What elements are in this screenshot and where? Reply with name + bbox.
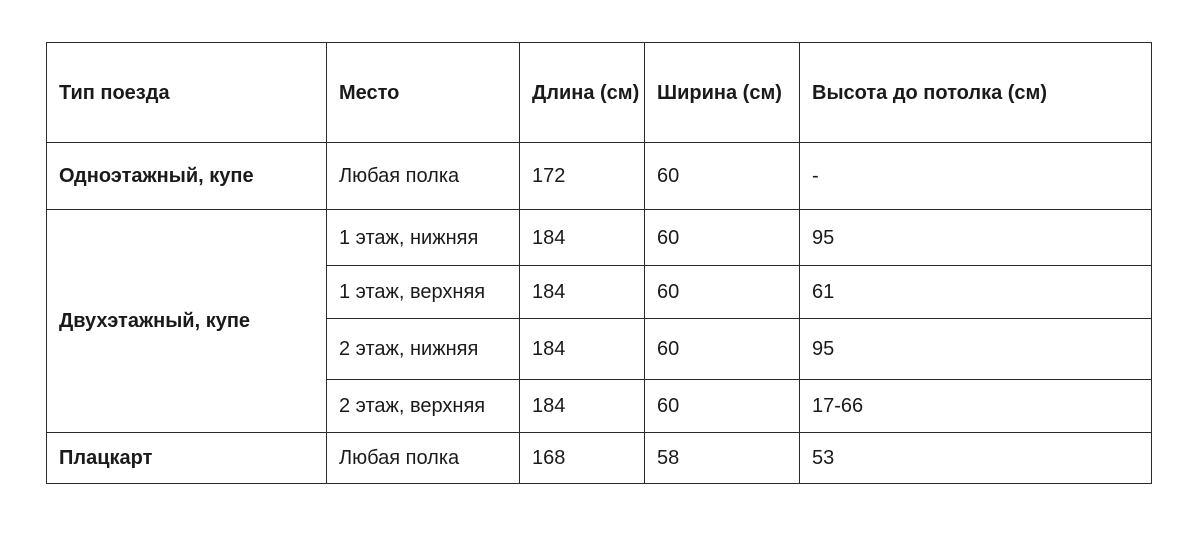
width-cell: 58 (645, 433, 800, 484)
header-row (47, 43, 1152, 143)
header-berth: Место (327, 43, 520, 143)
table-row (47, 433, 1152, 484)
length-cell: 184 (520, 266, 645, 319)
train-type-cell: Одноэтажный, купе (47, 143, 327, 210)
width-cell: 60 (645, 380, 800, 433)
length-cell: 168 (520, 433, 645, 484)
ceiling-height-cell: 95 (800, 319, 1152, 380)
header-ceiling-height: Высота до потолка (см) (800, 43, 1152, 143)
length-cell: 184 (520, 380, 645, 433)
train-type-cell: Плацкарт (47, 433, 327, 484)
width-cell: 60 (645, 319, 800, 380)
length-cell: 172 (520, 143, 645, 210)
ceiling-height-cell: 53 (800, 433, 1152, 484)
table-row (47, 143, 1152, 210)
width-cell: 60 (645, 266, 800, 319)
length-cell: 184 (520, 210, 645, 266)
header-width: Ширина (см) (645, 43, 800, 143)
table-row (47, 210, 1152, 266)
berth-cell: 2 этаж, верхняя (327, 380, 520, 433)
berth-cell: 1 этаж, верхняя (327, 266, 520, 319)
ceiling-height-cell: 61 (800, 266, 1152, 319)
ceiling-height-cell: 17-66 (800, 380, 1152, 433)
header-length: Длина (см) (520, 43, 645, 143)
header-train-type: Тип поезда (47, 43, 327, 143)
ceiling-height-cell: - (800, 143, 1152, 210)
berth-dimensions-table (46, 42, 1152, 484)
length-cell: 184 (520, 319, 645, 380)
ceiling-height-cell: 95 (800, 210, 1152, 266)
berth-cell: 2 этаж, нижняя (327, 319, 520, 380)
berth-cell: Любая полка (327, 143, 520, 210)
berth-cell: 1 этаж, нижняя (327, 210, 520, 266)
train-type-cell: Двухэтажный, купе (47, 210, 327, 433)
width-cell: 60 (645, 143, 800, 210)
width-cell: 60 (645, 210, 800, 266)
berth-cell: Любая полка (327, 433, 520, 484)
